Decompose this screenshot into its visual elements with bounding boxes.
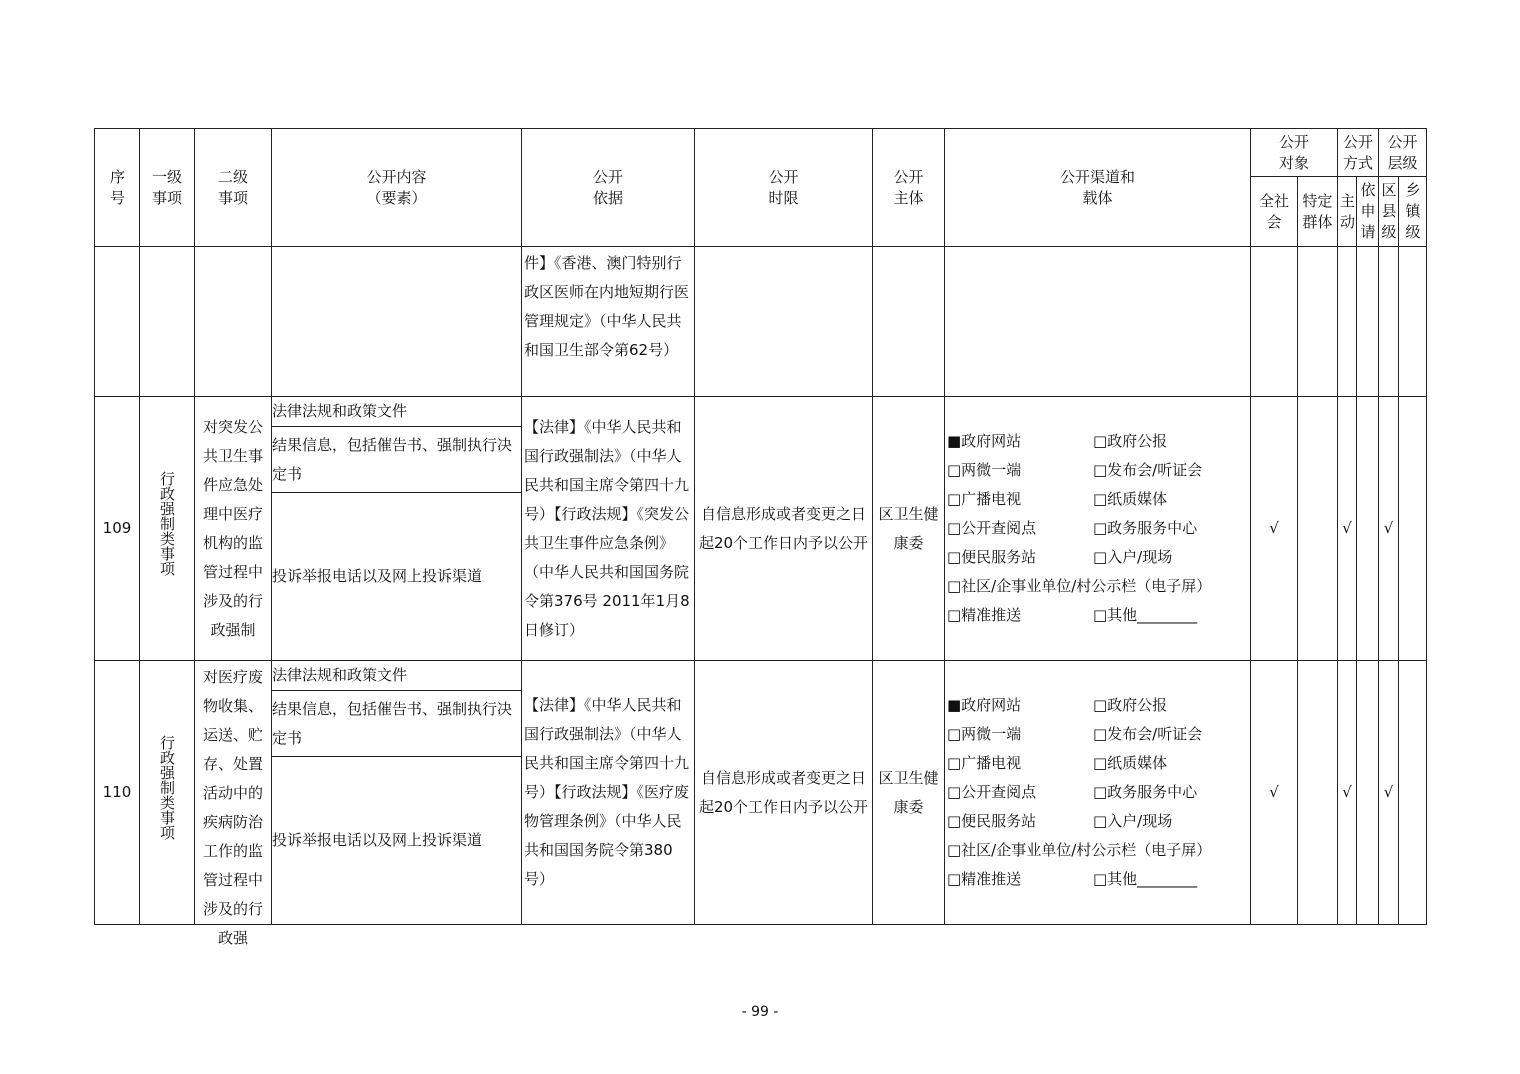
header-deadline: 公开时限 [695,129,873,247]
table-row [95,661,1427,925]
basis-cell: 【法律】《中华人民共和国行政强制法》（中华人民共和国主席令第四十九号）【行政法规】《医疗废物管理条例》（中华人民共和国国务院令第380号） [522,661,695,925]
header-level2: 二级事项 [195,129,272,247]
page-number: - 99 - [741,1004,779,1020]
subject-cell: 区卫生健康委 [873,397,945,661]
channel-row: ■政府网站 □政府公报 [947,696,1168,714]
header-target: 公开对象 [1251,129,1338,177]
header-method-apply: 依申请 [1357,177,1379,247]
check-town [1399,397,1427,661]
deadline-cell: 自信息形成或者变更之日起20个工作日内予以公开 [695,397,873,661]
channel-row: □公开查阅点 □政务服务中心 [947,783,1198,801]
basis-cell: 【法律】《中华人民共和国行政强制法》（中华人民共和国主席令第四十九号）【行政法规】《突发公共卫生事件应急条例》（中华人民共和国国务院令第376号 2011年1月8日修订） [522,397,695,661]
level2-cell: 对突发公共卫生事件应急处理中医疗机构的监管过程中涉及的行政强制 [195,397,272,661]
header-level1: 一级事项 [140,129,195,247]
channel-row: □公开查阅点 □政务服务中心 [947,519,1198,537]
check-county: √ [1379,397,1399,661]
channel-row: □两微一端 □发布会/听证会 [947,461,1203,479]
channel-row: □社区/企事业单位/村公示栏（电子屏） [947,841,1212,859]
content-cell [272,397,522,661]
check-county: √ [1379,661,1399,925]
table-row [95,247,1427,397]
header-basis: 公开依据 [522,129,695,247]
channel-row: □广播电视 □纸质媒体 [947,754,1168,772]
disclosure-table [94,128,1427,947]
check-apply [1357,661,1379,925]
seq-cell: 109 [95,397,140,661]
channel-row: □两微一端 □发布会/听证会 [947,725,1203,743]
deadline-cell: 自信息形成或者变更之日起20个工作日内予以公开 [695,661,873,925]
table-row [95,397,1427,661]
channel-row: □精准推送 □其他________ [947,870,1198,888]
check-town [1399,661,1427,925]
header-method-active: 主动 [1338,177,1357,247]
channel-row: □便民服务站 □入户/现场 [947,812,1173,830]
content-item: 结果信息，包括催告书、强制执行决定书 [272,427,521,493]
check-group [1298,397,1338,661]
level1-cell: 行政强制类事项 [140,661,195,925]
header-tier-county: 区县级 [1379,177,1399,247]
channel-cell [945,661,1251,925]
check-group [1298,661,1338,925]
header-tier: 公开层级 [1379,129,1427,177]
header-content: 公开内容（要素） [272,129,522,247]
check-apply [1357,397,1379,661]
channel-row: □社区/企事业单位/村公示栏（电子屏） [947,577,1212,595]
content-item: 法律法规和政策文件 [272,397,521,427]
check-all: √ [1251,397,1298,661]
channel-row: ■政府网站 □政府公报 [947,432,1168,450]
level1-cell: 行政强制类事项 [140,397,195,661]
header-channel: 公开渠道和载体 [945,129,1251,247]
header-subject: 公开主体 [873,129,945,247]
header-seq: 序号 [95,129,140,247]
check-all: √ [1251,661,1298,925]
header-target-all: 全社会 [1251,177,1298,247]
channel-row: □便民服务站 □入户/现场 [947,548,1173,566]
channel-cell [945,397,1251,661]
seq-cell: 110 [95,661,140,925]
content-item: 结果信息，包括催告书、强制执行决定书 [272,691,521,757]
channel-row: □精准推送 □其他________ [947,606,1198,624]
header-target-group: 特定群体 [1298,177,1338,247]
check-active: √ [1338,397,1357,661]
content-item: 法律法规和政策文件 [272,661,521,691]
content-item: 投诉举报电话以及网上投诉渠道 [272,567,483,585]
header-tier-town: 乡镇级 [1399,177,1427,247]
channel-row: □广播电视 □纸质媒体 [947,490,1168,508]
subject-cell: 区卫生健康委 [873,661,945,925]
basis-cell: 件】《香港、澳门特别行政区医师在内地短期行医管理规定》（中华人民共和国卫生部令第62号） [522,247,695,397]
content-item: 投诉举报电话以及网上投诉渠道 [272,831,483,849]
check-active: √ [1338,661,1357,925]
content-cell [272,661,522,925]
level2-cell: 对医疗废物收集、运送、贮存、处置活动中的疾病防治工作的监管过程中涉及的行政强 [195,661,272,925]
header-method: 公开方式 [1338,129,1379,177]
